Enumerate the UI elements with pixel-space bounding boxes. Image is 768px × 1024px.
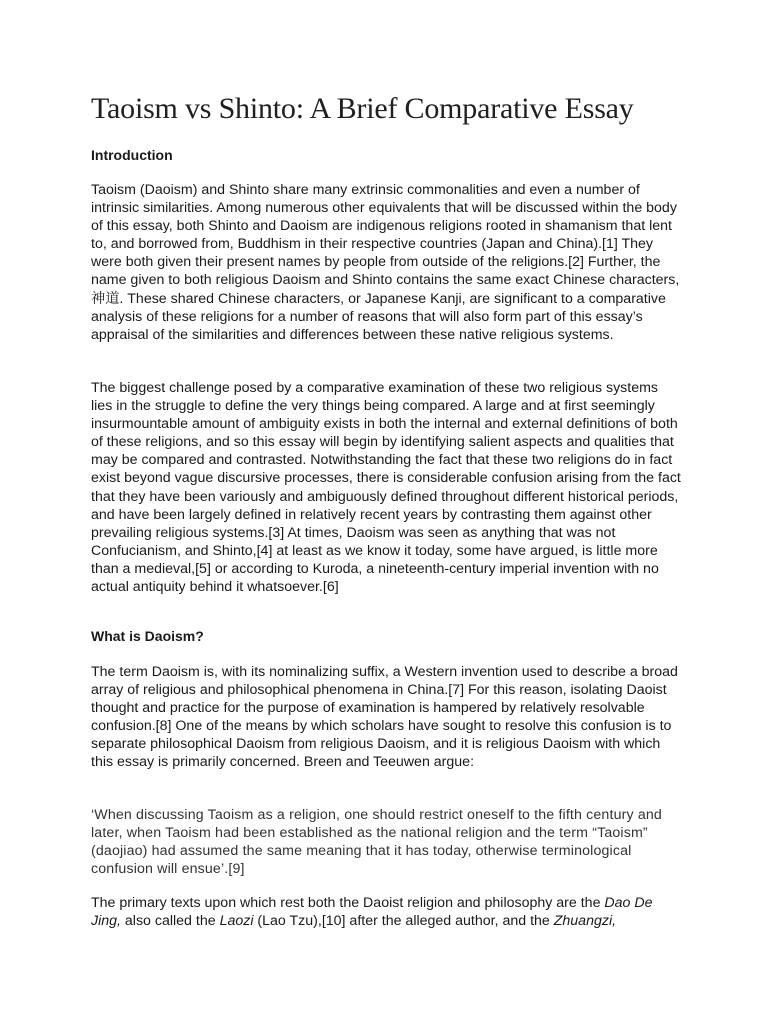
- text-run: The primary texts upon which rest both the Daoist religion and philosophy are the: [91, 895, 605, 911]
- daoism-paragraph-1: The term Daoism is, with its nominalizing suffix, a Western invention used to describe a broad array of religious and philosophical phenomena in China.[7] For this reason, isolating Daoist thought and practice for the purpose of examination is hampered by relatively resolvable confusion.[8] One of the means by which scholars have sought to resolve this confusion is to separate philosophical Daoism from religious Daoism, and it is religious Daoism with which this essay is primarily concerned. Breen and Teeuwen argue:: [91, 664, 678, 771]
- block-quote: ‘When discussing Taoism as a religion, one should restrict oneself to the fifth century and later, when Taoism had been established as the national religion and the term “Taoism” (daojiao) had assumed the same meaning that it has today, otherwise terminological confusion will ensue’.[9]: [91, 807, 662, 878]
- text-run: (Lao Tzu),[10] after the alleged author, and the: [253, 913, 554, 930]
- italic-title-zhuangzi: Zhuangzi,: [553, 913, 617, 930]
- section-heading-daoism: What is Daoism?: [91, 628, 204, 644]
- document-title: Taoism vs Shinto: A Brief Comparative Essay: [91, 92, 634, 125]
- italic-title-laozi: Laozi: [219, 913, 254, 930]
- intro-paragraph-1: Taoism (Daoism) and Shinto share many extrinsic commonalities and even a number of intrinsic similarities. Among numerous other equivalents that will be discussed within the body of this essay, both Shinto and Daoism are indigenous religions rooted in shamanism that lent to, and borrowed from, Buddhism in their respective countries (Japan and China).[1] They were both given their present names by people from outside of the religions.[2] Further, the name given to both religious Daoism and Shinto contains the same exact Chinese characters, 神道. These shared Chinese characters, or Japanese Kanji, are significant to a comparative analysis of these religions for a number of reasons that will also form part of this essay’s appraisal of the similarities and differences between these native religious systems.: [91, 182, 680, 343]
- italic-title-dao-de-jing: Dao De Jing,: [91, 895, 653, 930]
- section-heading-introduction: Introduction: [91, 147, 173, 163]
- intro-paragraph-2: The biggest challenge posed by a comparative examination of these two religious systems lies in the struggle to define the very things being compared. A large and at first seemingly insurmountable amount of ambiguity exists in both the internal and external definitions of both of these religions, and so this essay will begin by identifying salient aspects and qualities that may be compared and contrasted. Notwithstanding the fact that these two religions do in fact exist beyond vague discursive processes, there is considerable confusion arising from the fact that they have been variously and ambiguously defined throughout different historical periods, and have been largely defined in relatively recent years by contrasting them against other prevailing religious systems.[3] At times, Daoism was seen as anything that was not Confucianism, and Shinto,[4] at least as we know it today, some have argued, is little more than a medieval,[5] or according to Kuroda, a nineteenth-century imperial invention with no actual antiquity behind it whatsoever.[6]: [91, 380, 681, 596]
- daoism-paragraph-3: [91, 894, 681, 930]
- text-run: also called the: [120, 913, 220, 930]
